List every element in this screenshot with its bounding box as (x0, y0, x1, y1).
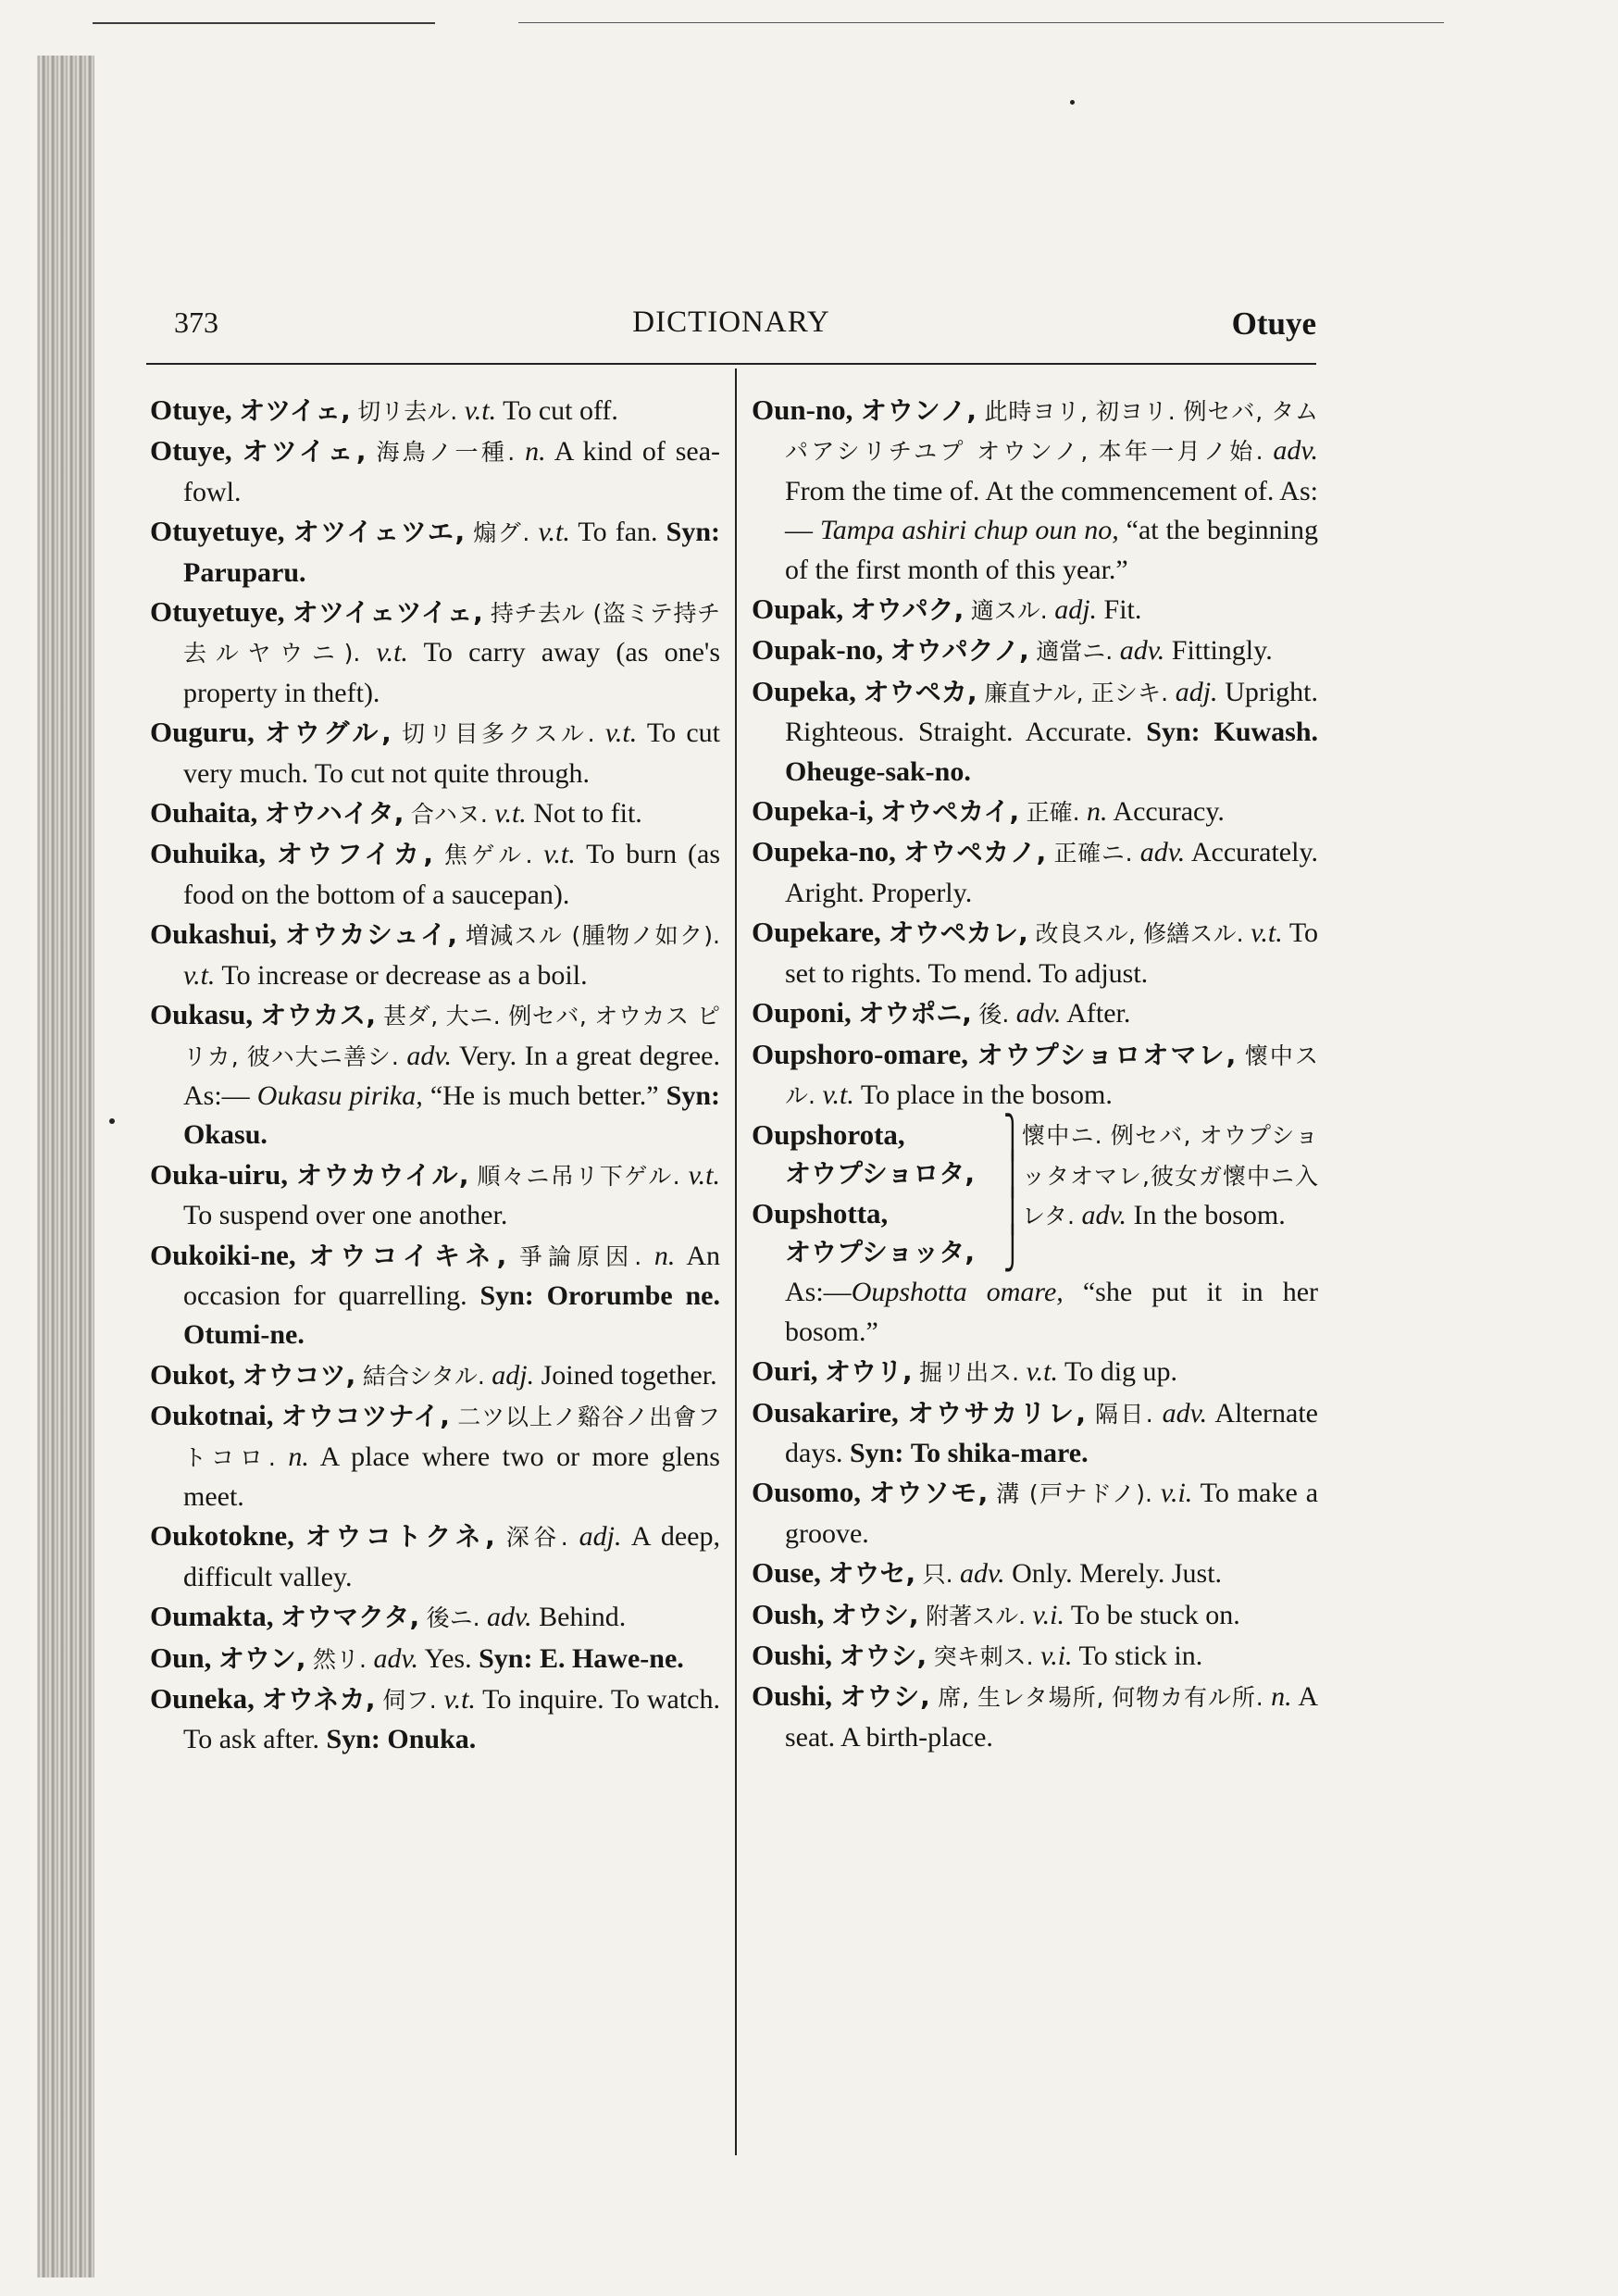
entry-headword: Oupeka-no, (752, 835, 896, 868)
dictionary-entry (150, 793, 720, 834)
entry-example: Tampa ashiri chup oun no, (819, 515, 1119, 546)
entry-pos: v.t. (1026, 1356, 1059, 1388)
entry-synonym: Paruparu. (183, 556, 306, 588)
dictionary-entry (752, 913, 1318, 993)
column-divider (735, 368, 737, 2155)
entry-kana: オウペカ, (863, 676, 977, 707)
entry-definition: Fittingly. (1171, 635, 1273, 667)
entry-headword: Oupshorota, (752, 1118, 905, 1152)
entry-kana: オウフイカ, (276, 839, 433, 870)
entry-pos: n. (525, 436, 546, 468)
entry-kana: オウプショッタ, (785, 1237, 975, 1268)
entry-headword: Otuye, (150, 434, 232, 468)
entry-definition: Fit. (1103, 594, 1142, 626)
dictionary-entry (752, 1352, 1318, 1392)
entry-pos: adj. (492, 1359, 535, 1391)
entry-japanese: 結合シタル. (362, 1362, 485, 1390)
entry-kana: オウプショロオマレ, (977, 1039, 1237, 1070)
entry-japanese: 煽グ. (473, 519, 530, 547)
dictionary-entry (752, 1393, 1318, 1474)
entry-kana: オウン, (218, 1642, 306, 1674)
entry-synonym-label: Syn: (666, 1079, 721, 1111)
dictionary-entry (752, 1554, 1318, 1594)
guide-word: Otuye (1231, 306, 1316, 342)
entry-synonym: Onuka. (387, 1724, 477, 1755)
entry-headword: Ouka-uiru, (150, 1157, 289, 1191)
entry-headword: Oukotokne, (150, 1519, 294, 1553)
entry-body (1022, 1116, 1318, 1236)
entry-pos: adv. (1273, 435, 1319, 467)
entry-kana: オツイェツイェ, (292, 597, 483, 629)
entry-headword: Oupeka, (752, 674, 856, 707)
entry-japanese: 正確ニ. (1053, 840, 1133, 867)
entry-kana: オツイェ, (242, 436, 367, 468)
ink-speck (109, 1118, 115, 1124)
grouped-entry (752, 1116, 1318, 1273)
entry-kana: オウサカリレ, (907, 1397, 1087, 1429)
entry-kana: オウカス, (260, 1000, 377, 1031)
entry-definition: Not to fit. (533, 798, 642, 830)
entry-japanese: 懷中スル. (785, 1042, 1319, 1109)
entry-japanese: 溝 (戸ナドノ). (996, 1480, 1152, 1508)
header-rule (146, 363, 1316, 365)
entry-definition: To stick in. (1078, 1640, 1203, 1671)
entry-pos: adj. (1175, 676, 1218, 707)
running-head (146, 306, 1316, 352)
entry-japanese: 後ニ. (426, 1604, 480, 1632)
entry-pos: adv. (1081, 1200, 1127, 1231)
entry-synonym-label: Syn: (479, 1642, 533, 1674)
dictionary-entry (150, 1639, 720, 1679)
dictionary-entry (150, 1355, 720, 1396)
entry-headword: Ouse, (752, 1556, 821, 1590)
entry-japanese: 此時ヨリ, 初ヨリ. 例セバ, タムパアシリチユプ オウンノ, 本年一月ノ始. (785, 398, 1319, 466)
entry-pos: adv. (1119, 635, 1165, 667)
entry-pos: v.t. (604, 718, 638, 749)
dictionary-entry (150, 391, 720, 431)
dictionary-entry (150, 1679, 720, 1760)
entry-pos: adv. (487, 1602, 532, 1633)
entry-japanese: 深谷. (505, 1524, 568, 1552)
entry-pos: n. (288, 1441, 309, 1472)
entry-synonym: To shika-mare. (910, 1437, 1089, 1468)
entry-headword: Ousomo, (752, 1476, 861, 1509)
left-column (150, 391, 720, 1760)
entry-headword: Ousakarire, (752, 1395, 899, 1429)
entry-definition: Joined together. (541, 1359, 717, 1391)
entry-example: Oukasu pirika, (256, 1079, 423, 1111)
entry-definition: To carry away (as one's property in theft). (183, 637, 721, 708)
entry-kana: オウプショロタ, (785, 1158, 975, 1190)
entry-kana: オウリ, (824, 1356, 913, 1388)
right-column (752, 391, 1318, 1757)
entry-definition: “He is much better.” (429, 1079, 659, 1111)
dictionary-entry (150, 915, 720, 995)
entry-headword: Ouneka, (150, 1682, 255, 1715)
entry-pos: v.t. (688, 1159, 721, 1191)
entry-kana: オウシ, (830, 1599, 919, 1630)
entry-kana: オウパク, (850, 594, 965, 626)
entry-japanese: 切リ目多クスル. (401, 720, 595, 748)
entry-japanese: 懷中ニ. 例セバ, オウプショッタオマレ,彼女ガ懷中ニ入レタ. (1022, 1122, 1318, 1230)
dictionary-entry (752, 1677, 1318, 1757)
entry-headword: Oumakta, (150, 1600, 274, 1633)
entry-pos: adv. (406, 1040, 452, 1071)
entry-definition: To cut very much. To cut not quite through. (183, 718, 721, 789)
entry-synonym-label: Syn: (666, 517, 720, 548)
entry-headword: Otuyetuye, (150, 595, 285, 629)
entry-kana: オウペカレ, (888, 917, 1028, 949)
entry-kana: オウパクノ, (890, 635, 1029, 667)
entry-headword: Oukashui, (150, 917, 278, 951)
entry-synonym: E. Hawe-ne. (539, 1642, 684, 1674)
entry-japanese: 持チ去ル (盗ミテ持チ去ルヤウニ). (183, 600, 720, 668)
dictionary-entry (150, 713, 720, 793)
entry-headword: Oun-no, (752, 393, 853, 426)
entry-kana: オウソモ, (868, 1478, 989, 1509)
dictionary-entry (150, 431, 720, 512)
entry-kana: オウカウイル, (296, 1159, 469, 1191)
entry-definition: “at the beginning of the first month of this year.” (785, 515, 1319, 585)
entry-headword: Ouhaita, (150, 796, 258, 830)
entry-kana: オウネカ, (261, 1684, 376, 1715)
dictionary-entry (752, 1035, 1318, 1117)
entry-synonym: Ororumbe ne. Otumi-ne. (183, 1279, 720, 1351)
entry-definition: Alternate days. (785, 1397, 1318, 1468)
entry-japanese: 海鳥ノ一種. (376, 439, 516, 467)
entry-japanese: 甚ダ, 大ニ. 例セバ, オウカス ピリカ, 彼ハ大ニ善シ. (183, 1003, 721, 1070)
entry-headword: Ouponi, (752, 996, 852, 1029)
dictionary-entry (752, 832, 1318, 913)
entry-headword: Ouri, (752, 1354, 818, 1388)
dictionary-entry (752, 1636, 1318, 1677)
entry-pos: adv. (373, 1642, 419, 1674)
entry-kana: オウハイタ, (264, 798, 404, 830)
entry-headword: Oupshoro-omare, (752, 1037, 968, 1070)
entry-kana: オウペカイ, (880, 796, 1020, 828)
entry-pos: v.t. (494, 798, 527, 830)
entry-pos: v.i. (1160, 1478, 1193, 1509)
entry-japanese: 合ハヌ. (410, 801, 488, 829)
entry-headword: Oukot, (150, 1357, 236, 1391)
entry-japanese: 只. (922, 1561, 953, 1589)
entry-kana: オウコツ, (242, 1359, 356, 1391)
entry-pos: v.t. (183, 959, 216, 991)
entry-kana: オウコイキネ, (308, 1240, 507, 1271)
entry-japanese: 適當ニ. (1036, 638, 1114, 666)
entry-headword: Oupak, (752, 593, 844, 626)
entry-japanese: 掘リ出ス. (919, 1359, 1020, 1387)
entry-definition: A kind of sea-fowl. (183, 436, 721, 507)
entry-definition: A place where two or more glens meet. (183, 1441, 720, 1512)
entry-japanese: 改良スル, 修繕スル. (1035, 920, 1244, 948)
dictionary-entry (150, 1236, 720, 1355)
entry-kana: オウマクタ, (280, 1602, 420, 1633)
entry-definition: As:— (785, 1277, 852, 1308)
entry-japanese: 然リ. (313, 1645, 367, 1673)
entry-kana: オウシ, (840, 1681, 930, 1713)
entry-japanese: 焦ゲル. (443, 842, 533, 869)
page-number: 373 (174, 306, 218, 339)
entry-definition: A deep, difficult valley. (183, 1521, 720, 1592)
entry-definition: To burn (as food on the bottom of a saucepan). (183, 839, 721, 910)
entry-headword: Otuye, (150, 393, 232, 426)
entry-definition: To increase or decrease as a boil. (221, 959, 588, 991)
entry-kana: オツイェツエ, (292, 517, 466, 548)
dictionary-entry (752, 1473, 1318, 1554)
entry-definition: To suspend over one another. (183, 1200, 508, 1231)
entry-headword: Oukasu, (150, 998, 254, 1031)
entry-pos: adj. (1054, 594, 1098, 626)
entry-definition: Very. In a great degree. As:— (183, 1040, 720, 1111)
dictionary-entry (150, 995, 720, 1155)
entry-japanese: 正確. (1026, 799, 1080, 827)
entry-headword: Oupak-no, (752, 633, 884, 667)
entry-japanese: 後. (978, 1001, 1010, 1029)
entry-pos: v.t. (543, 839, 576, 870)
entry-synonym-label: Syn: (1146, 717, 1201, 748)
entry-synonym-label: Syn: (850, 1437, 904, 1468)
entry-kana: オウセ, (828, 1558, 916, 1590)
entry-kana: オウペカノ, (903, 837, 1047, 868)
page-binding-shadow (37, 56, 94, 2277)
entry-definition: A seat. A birth-place. (785, 1681, 1319, 1753)
entry-definition: From the time of. At the commencement of. As:— (785, 475, 1318, 546)
entry-headword: Ouhuika, (150, 837, 266, 870)
scan-edge-line (93, 22, 435, 24)
entry-definition: To make a groove. (785, 1478, 1319, 1549)
entry-definition: To place in the bosom. (860, 1079, 1113, 1110)
dictionary-entry (150, 1396, 720, 1516)
dictionary-entry (752, 1595, 1318, 1636)
entry-japanese: 爭論原因. (518, 1242, 642, 1270)
entry-definition: To cut off. (503, 395, 618, 426)
entry-kana: オウグル, (265, 718, 392, 749)
entry-pos: adv. (1015, 998, 1062, 1029)
entry-pos: v.t. (376, 637, 408, 668)
dictionary-entry (150, 834, 720, 915)
entry-japanese: 適スル. (970, 597, 1048, 625)
entry-pos: n. (1271, 1681, 1292, 1713)
entry-japanese: 増減スル (腫物ノ如ク). (465, 922, 721, 950)
entry-headword: Oush, (752, 1597, 825, 1630)
entry-definition: To inquire. To watch. To ask after. (183, 1684, 720, 1755)
entry-japanese: 附著スル. (926, 1602, 1027, 1629)
entry-headword: Oun, (150, 1641, 212, 1674)
entry-pos: v.i. (1040, 1640, 1073, 1671)
dictionary-entry (150, 512, 720, 593)
entry-definition: To set to rights. To mend. To adjust. (785, 917, 1319, 989)
entry-headword: Oukotnai, (150, 1399, 274, 1432)
entry-headword: Oupshotta, (752, 1197, 889, 1230)
entry-kana: オウンノ, (860, 395, 977, 426)
entry-japanese: 隔日. (1094, 1400, 1153, 1428)
entry-pos: v.t. (443, 1684, 476, 1715)
entry-definition: Accurately. Aright. Properly. (785, 837, 1318, 908)
dictionary-entry (150, 593, 720, 713)
entry-definition: Accuracy. (1113, 796, 1225, 828)
entry-japanese: 伺フ. (382, 1687, 437, 1714)
entry-kana: オウコツナイ, (280, 1401, 450, 1432)
entry-definition: Only. Merely. Just. (1012, 1558, 1223, 1590)
entry-definition: To dig up. (1064, 1356, 1178, 1388)
entry-continuation (752, 1273, 1318, 1352)
entry-pos: v.t. (538, 517, 570, 548)
dictionary-entry (150, 1597, 720, 1638)
entry-headword: Oushi, (752, 1638, 833, 1671)
entry-pos: v.t. (822, 1079, 854, 1110)
entry-definition: “she put it in her bosom.” (785, 1277, 1319, 1347)
entry-japanese: 廉直ナル, 正シキ. (984, 679, 1169, 706)
dictionary-entry (752, 391, 1318, 590)
dictionary-entry (752, 993, 1318, 1034)
dictionary-entry (150, 1155, 720, 1236)
entry-pos: v.i. (1032, 1599, 1064, 1630)
entry-japanese: 切リ去ル. (357, 398, 458, 425)
entry-definition: Yes. (424, 1642, 472, 1674)
entry-pos: adv. (960, 1558, 1005, 1590)
dictionary-entry (150, 1516, 720, 1597)
grouping-brace: ⎫ ⎪ ⎪ ⎭ (1003, 1114, 1022, 1273)
entry-headword: Oupeka-i, (752, 794, 874, 828)
entry-synonym: Kuwash. Oheuge-sak-no. (785, 717, 1319, 787)
entry-pos: n. (1087, 796, 1108, 828)
entry-headword: Ouguru, (150, 716, 255, 749)
entry-synonym-label: Syn: (479, 1279, 534, 1311)
entry-japanese: 席, 生レタ場所, 何物カ有ル所. (938, 1684, 1263, 1712)
ink-speck (1070, 100, 1075, 105)
entry-definition: To fan. (578, 517, 658, 548)
entry-definition: An occasion for quarrelling. (183, 1240, 721, 1311)
entry-headword: Oushi, (752, 1679, 833, 1713)
entry-japanese: 二ツ以上ノ谿谷ノ出會フトコロ. (183, 1404, 721, 1471)
entry-kana: オウシ, (839, 1640, 927, 1671)
dictionary-entry (752, 672, 1318, 792)
entry-kana: オツイェ, (239, 395, 351, 426)
entry-pos: n. (653, 1240, 676, 1271)
entry-definition: Behind. (539, 1602, 627, 1633)
entry-pos: adv. (1139, 837, 1186, 868)
entry-synonym-label: Syn: (326, 1724, 380, 1755)
entry-kana: オウコトクネ, (305, 1521, 495, 1553)
entry-definition: In the bosom. (1133, 1200, 1286, 1231)
entry-japanese: 順々ニ吊リ下ゲル. (477, 1162, 680, 1190)
entry-definition: After. (1066, 998, 1131, 1029)
entry-pos: adj. (579, 1521, 622, 1553)
entry-headword: Oukoiki-ne, (150, 1238, 296, 1271)
entry-kana: オウポニ, (858, 998, 972, 1029)
entry-definition: Upright. Righteous. Straight. Accurate. (785, 676, 1319, 748)
entry-definition: To be stuck on. (1070, 1599, 1240, 1630)
entry-headword: Otuyetuye, (150, 515, 285, 548)
entry-example: Oupshotta omare, (851, 1277, 1064, 1308)
entry-synonym: Okasu. (183, 1119, 268, 1151)
entry-headword: Oupekare, (752, 916, 881, 949)
running-title: DICTIONARY (632, 306, 830, 339)
entry-pos: adv. (1162, 1397, 1208, 1429)
dictionary-entry (752, 792, 1318, 832)
dictionary-entry (752, 630, 1318, 671)
entry-pos: v.t. (464, 395, 497, 426)
entry-pos: v.t. (1251, 917, 1283, 949)
scan-edge-line (518, 22, 1444, 23)
entry-japanese: 突キ刺ス. (933, 1642, 1034, 1670)
dictionary-entry (752, 590, 1318, 630)
entry-kana: オウカシュイ, (284, 919, 457, 951)
